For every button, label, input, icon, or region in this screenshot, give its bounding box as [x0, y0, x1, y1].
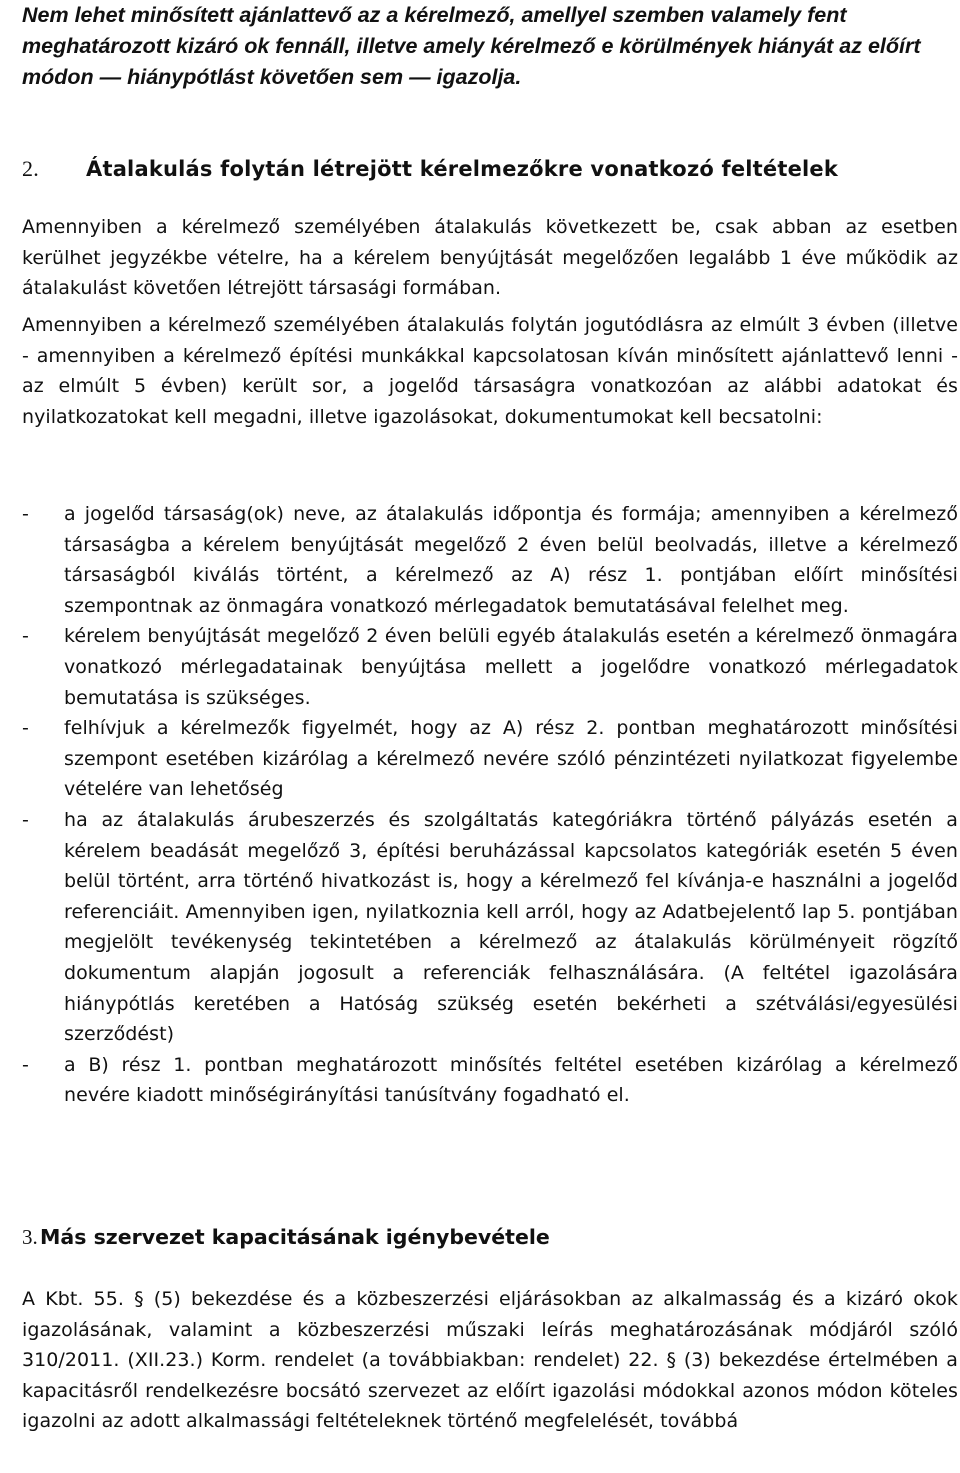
list-item-text: ha az átalakulás árubeszerzés és szolgáltatás kategóriákra történő pályázás esetén a kérelem beadását megelőző 3, építési beruházással kapcsolatos kategóriák esetén 5 éven belül történt, arra történő hivatkozást is, hogy a kérelmező fel kívánja-e használni a jogelőd referenciáit. Amennyiben igen, nyilatkoznia kell arról, hogy az Adatbejelentő lap 5. pontjában megjelölt tevékenység tekintetében a kérelmező az átalakulás körülményeit rögzítő dokumentum alapján jogosult a referenciák felhasználására. (A feltétel igazolására hiánypótlás keretében a Hatóság szükség esetén bekérheti a szétválási/egyesülési szerződést) [64, 808, 958, 1046]
list-item [22, 1050, 958, 1111]
section-3-paragraph-1: A Kbt. 55. § (5) bekezdése és a közbeszerzési eljárásokban az alkalmasság és a kizáró okok igazolásának, valamint a közbeszerzési műszaki leírás meghatározásának módjáról szóló 310/2011. (XII.23.) Korm. rendelet (a továbbiakban: rendelet) 22. § (3) bekezdése értelmében a kapacitásről rendelkezésre bocsátó szervezet az előírt igazolási módokkal azonos módon köteles igazolni az adott alkalmassági feltételeknek történő megfelelését, továbbá [22, 1288, 958, 1433]
section-2-title: Átalakulás folytán létrejött kérelmezőkre vonatkozó feltételek [86, 157, 839, 181]
list-dash: - [22, 1053, 29, 1076]
requirements-list [22, 499, 958, 1111]
document-page [22, 0, 958, 1433]
section-3-title: Más szervezet kapacitásának igénybevétele [40, 1225, 550, 1249]
section-2-number: 2. [22, 156, 39, 181]
list-item [22, 621, 958, 713]
list-item [22, 805, 958, 1050]
section-2-heading [22, 154, 958, 184]
section-3-number: 3. [22, 1225, 38, 1249]
list-item [22, 713, 958, 805]
section-3-heading [22, 1222, 958, 1252]
list-dash: - [22, 808, 29, 831]
list-item [22, 499, 958, 621]
section-2-paragraph-2: Amennyiben a kérelmező személyében átalakulás folytán jogutódlásra az elmúlt 3 évben (illetve - amennyiben a kérelmező építési munkákkal kapcsolatosan kíván minősített ajánlattevő lenni - az elmúlt 5 évben) került sor, a jogelőd társaságra vonatkozóan az alábbi adatokat és nyilatkozatokat kell megadni, illetve igazolásokat, dokumentumokat kell becsatolni: [22, 314, 958, 428]
list-dash: - [22, 503, 29, 525]
list-item-text: felhívjuk a kérelmezők figyelmét, hogy az A) rész 2. pontban meghatározott minősítési szempont esetében kizárólag a kérelmező nevére szóló pénzintézeti nyilatkozat figyelembe vételére van lehetőség [64, 717, 958, 801]
list-dash: - [22, 717, 29, 740]
list-dash: - [22, 625, 29, 648]
list-item-text: kérelem benyújtását megelőző 2 éven belüli egyéb átalakulás esetén a kérelmező önmagára vonatkozó mérlegadatainak benyújtása mellett a jogelődre vonatkozó mérlegadatok bemutatása is szükséges. [64, 625, 958, 709]
list-item-text: a jogelőd társaság(ok) neve, az átalakulás időpontja és formája; amennyiben a kérelmező társaságba a kérelem benyújtását megelőző 2 éven belül beolvadás, illetve a kérelmező társaságból kiválás történt, a kérelmező az A) rész 1. pontjában előírt minősítési szempontnak az önmagára vonatkozó mérlegadatok bemutatásával felelhet meg. [64, 503, 958, 617]
intro-paragraph: Nem lehet minősített ajánlattevő az a kérelmező, amellyel szemben valamely fent meghatározott kizáró ok fennáll, illetve amely kérelmező e körülmények hiányát az előírt módon — hiánypótlást követően sem — igazolja. [22, 3, 921, 89]
list-item-text: a B) rész 1. pontban meghatározott minősítés feltétel esetében kizárólag a kérelmező nevére kiadott minőségirányítási tanúsítvány fogadható el. [64, 1053, 958, 1107]
section-2-paragraph-1: Amennyiben a kérelmező személyében átalakulás következett be, csak abban az esetben kerülhet jegyzékbe vételre, ha a kérelem benyújtását megelőzően legalább 1 éve működik az átalakulást követően létrejött társasági formában. [22, 216, 958, 300]
